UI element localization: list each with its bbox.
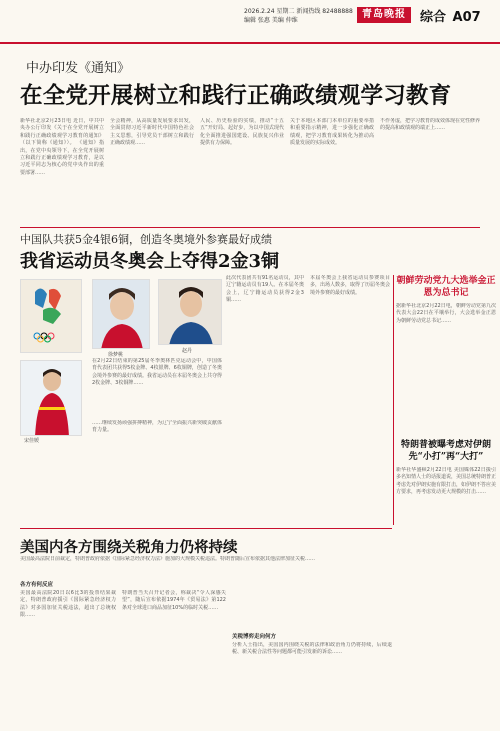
- article1-col5: 不作务虚，把学习教育的成效体现在党性修养的提高和政绩观的端正上……: [380, 118, 480, 132]
- article1-col2: 全会精神，从高质量发展要求出发，全面贯彻习近平新时代中国特色社会主义思想，引导党员干部树立和践行正确政绩观……: [110, 118, 194, 147]
- photo3-caption: 赵丹: [182, 348, 193, 354]
- article3-body3: 分析人士指出，美国国内围绕关税的法律和政治角力仍将持续，后续退税、新关税合法性等问题都可能引发新的诉讼……: [232, 642, 392, 656]
- editor-line: 编辑 张惠 美编 仲维: [244, 17, 298, 24]
- athlete-portrait-icon: [159, 280, 222, 345]
- divider-1: [20, 227, 480, 228]
- athlete-photo-song: [20, 360, 82, 436]
- article2-kicker: 中国队共获5金4银6铜，创造冬奥境外参赛最好成绩: [20, 233, 272, 246]
- athlete-action-icon: [21, 361, 82, 436]
- article1-col1: 新华社北京2月23日电 近日，中共中央办公厅印发《关于在全党开展树立和践行正确政绩观学习教育的通知》（以下简称《通知》）。 《通知》指出，在党中央领导下，在全党开展树立和践行正确政绩观学习教育，是以习近平同志为核心的党中央作出的重要部署……: [20, 118, 104, 176]
- article2-body3: 本届冬奥会上我省运动员参赛项目多，出场人数多，取得了历届冬奥会境外参赛的最好成绩。: [310, 275, 390, 296]
- sidebar-title2: 特朗普被曝考虑对伊朗先“小打”再“大打”: [400, 440, 491, 462]
- article1-col3: 人民、历史检验的实绩，推动“十五五”开好局、起好步，为以中国式现代化全面推进强国建设、民族复兴伟业提供有力保障。: [200, 118, 284, 147]
- article3-subhead1: 各方有何反应: [20, 582, 54, 588]
- emblem-icon: [21, 280, 82, 353]
- header-info: [244, 7, 353, 25]
- article1-col4: 关于本地区本部门本单位的重要举措和重要指示精神，进一步强化正确政绩观，把学习教育成果转化为推动高质量发展的实际成效。: [290, 118, 374, 147]
- date-line: 2026.2.24 星期二 新闻热线 82488888: [244, 8, 353, 15]
- olympic-emblem-photo: [20, 279, 82, 353]
- sidebar-divider: [393, 275, 394, 525]
- article3-title: 美国内各方围绕关税角力仍将持续: [20, 539, 238, 556]
- article3-body1: 美国最高法院20日以6比3的投票结果裁定，特朗普政府援引《国际紧急经济权力法》对多国加征关税违法，超出了总统权限……: [20, 590, 116, 619]
- article3-body2: 特朗普当天召开记者会，称裁决“令人深感失望”，随后宣布依据1974年《贸易法》第122条对全球进口商品加征10%的临时关税……: [122, 590, 226, 611]
- article2-body4: ……继续发扬顽强拼搏精神，为辽宁全面振兴新突破贡献体育力量。: [92, 420, 222, 434]
- article2-title: 我省运动员冬奥会上夺得2金3铜: [20, 251, 280, 272]
- sidebar: [396, 275, 496, 717]
- sidebar-body1: 据新华社北京2月22日电，朝鲜劳动党第九次代表大会22日在平壤举行，大会选举金正恩为朝鲜劳动党总书记……: [396, 303, 496, 324]
- athlete-photo-xu: [92, 279, 150, 349]
- photo2-caption: 徐梦桃: [108, 352, 124, 358]
- page-header: [0, 0, 500, 44]
- article3-subhead2: 关税博弈走向何方: [232, 634, 277, 640]
- divider-2: [20, 528, 392, 529]
- sidebar-title1: 朝鲜劳动党九大选举金正恩为总书记: [396, 276, 496, 298]
- article2-body2: 此次代表团共有91名运动员，其中辽宁籍运动员有19人。在本届冬奥会上，辽宁籍运动员获得2金3铜……: [226, 275, 304, 304]
- athlete-photo-zhao: [158, 279, 222, 345]
- photo4-caption: 宋佳媛: [24, 438, 40, 444]
- sidebar-body2: 新华社华盛顿2月22日电 美国媒体22日援引多名知情人士的话报道说，美国总统特朗普正考虑先对伊朗实施有限打击，如伊朗不答应美方要求，再考虑发动更大规模的打击……: [396, 467, 496, 496]
- section-name: 综合: [420, 10, 447, 25]
- article3-intro: 美国最高法院日前裁定，特朗普政府依据《国际紧急经济权力法》施加的大规模关税违法。特朗普随后宣布依据其他法律加征关税……: [20, 556, 316, 562]
- page-number: A07: [452, 10, 481, 25]
- article2-body1: 在2月22日结束的第25届冬季奥林匹克运动会中，中国体育代表团共获得5枚金牌、4枚银牌、6枚铜牌，创造了冬奥会境外参赛的最好成绩。我省运动员在本届冬奥会上共夺得2枚金牌、3枚铜牌……: [92, 358, 222, 387]
- masthead-logo: 青岛晚报: [357, 7, 411, 23]
- article1-title: 在全党开展树立和践行正确政绩观学习教育: [20, 83, 452, 109]
- athlete-portrait-icon: [93, 280, 150, 349]
- section-label: [418, 6, 481, 25]
- article1-kicker: 中办印发《通知》: [26, 61, 131, 76]
